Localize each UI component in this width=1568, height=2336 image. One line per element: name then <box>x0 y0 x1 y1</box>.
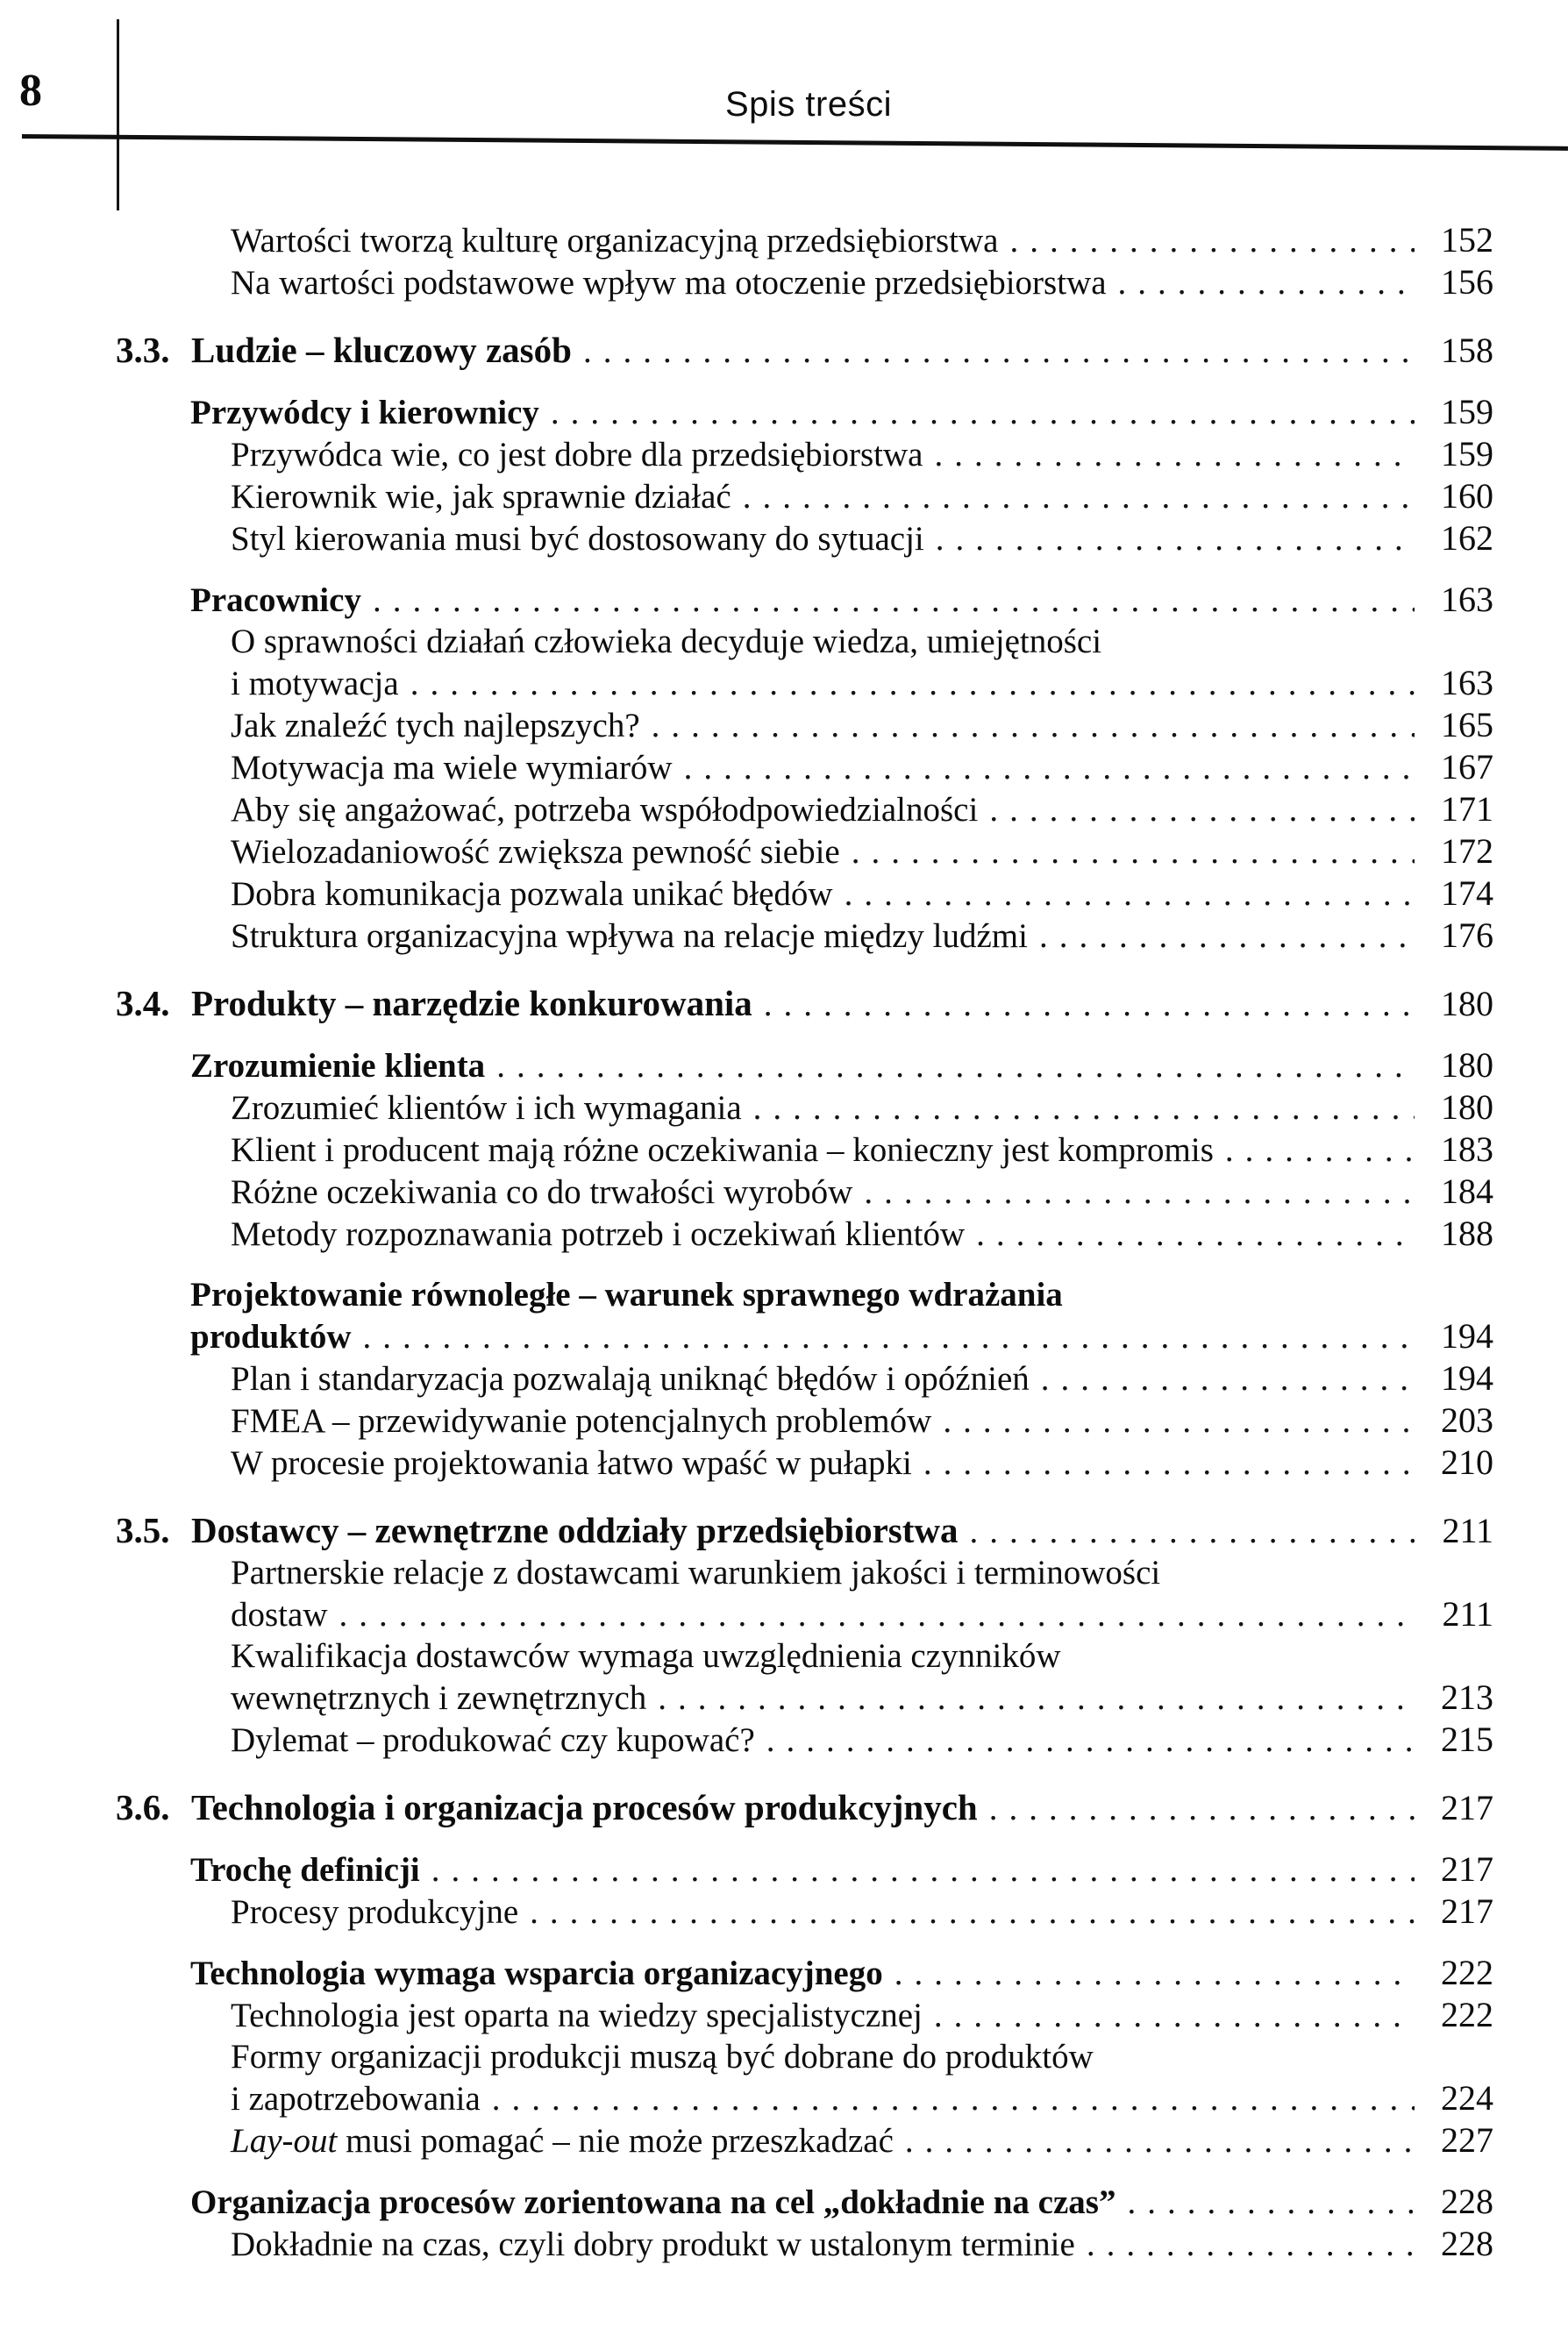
dot-leader <box>496 1045 1415 1086</box>
dot-leader <box>934 434 1415 475</box>
page-ref: 228 <box>1441 2224 1493 2263</box>
toc-entry-item <box>0 1677 1493 1719</box>
table-of-contents <box>0 219 1493 2265</box>
toc-entry-item <box>0 872 1493 915</box>
dot-leader <box>923 1442 1415 1484</box>
dot-leader <box>1009 220 1415 261</box>
entry-title: Produkty – narzędzie konkurowania <box>191 983 752 1023</box>
page-ref: 152 <box>1441 220 1493 260</box>
dot-leader <box>970 1511 1415 1552</box>
toc-entry-group <box>0 1848 1493 1891</box>
entry-title: i zapotrzebowania <box>231 2080 481 2118</box>
entry-title: Kierownik wie, jak sprawnie działać <box>231 478 731 516</box>
entry-title: Różne oczekiwania co do trwałości wyrobów <box>231 1173 853 1211</box>
dot-leader <box>753 1087 1415 1129</box>
toc-entry-item <box>0 1357 1493 1399</box>
page-ref: 174 <box>1441 873 1493 913</box>
entry-title: Dokładnie na czas, czyli dobry produkt w ustalonym terminie <box>231 2226 1075 2263</box>
entry-title: Aby się angażować, potrzeba współodpowiedzialności <box>231 791 979 829</box>
dot-leader <box>1127 2182 1415 2223</box>
page-ref: 224 <box>1441 2078 1493 2118</box>
chapter-number: 3.3. <box>116 330 170 370</box>
page-ref: 203 <box>1441 1400 1493 1440</box>
dot-leader <box>658 1677 1415 1719</box>
entry-title: Technologia wymaga wsparcia organizacyjnego <box>190 1955 883 1992</box>
entry-title: Wielozadaniowość zwiększa pewność siebie <box>231 833 840 871</box>
entry-title: Plan i standaryzacja pozwalają uniknąć błędów i opóźnień <box>231 1360 1030 1398</box>
dot-leader <box>743 476 1415 517</box>
toc-entry-item <box>0 1399 1493 1442</box>
toc-entry-item <box>0 433 1493 475</box>
page-ref: 188 <box>1441 1214 1493 1253</box>
entry-title: Technologia jest oparta na wiedzy specjalistycznej <box>231 1997 923 2034</box>
toc-entry-item <box>0 2223 1493 2265</box>
toc-entry-item <box>0 1442 1493 1484</box>
entry-title: Technologia i organizacja procesów produkcyjnych <box>191 1787 978 1827</box>
dot-leader <box>845 873 1415 915</box>
dot-leader <box>410 663 1415 704</box>
entry-title: dostaw <box>231 1596 328 1634</box>
margin-vertical-rule <box>117 19 119 210</box>
entry-title: Partnerskie relacje z dostawcami warunkiem jakości i terminowości <box>231 1554 1161 1592</box>
entry-title: Procesy produkcyjne <box>231 1893 519 1931</box>
toc-entry-chapter <box>0 1510 1493 1552</box>
entry-title: Organizacja procesów zorientowana na cel „dokładnie na czas” <box>190 2183 1116 2221</box>
entry-title: Formy organizacji produkcji muszą być dobrane do produktów <box>231 2038 1094 2076</box>
dot-leader <box>583 331 1415 372</box>
chapter-number: 3.6. <box>116 1787 170 1827</box>
dot-leader <box>764 984 1415 1025</box>
entry-title: wewnętrznych i zewnętrznych <box>231 1679 647 1717</box>
page-ref: 215 <box>1441 1720 1493 1759</box>
entry-title: Klient i producent mają różne oczekiwania – konieczny jest kompromis <box>231 1131 1214 1169</box>
toc-entry-item <box>0 517 1493 559</box>
page-ref: 228 <box>1441 2182 1493 2221</box>
page-ref: 217 <box>1441 1788 1493 1827</box>
entry-title: Zrozumieć klientów i ich wymagania <box>231 1089 742 1127</box>
page-ref: 227 <box>1441 2120 1493 2160</box>
entry-title: Dostawcy – zewnętrzne oddziały przedsiębiorstwa <box>191 1510 959 1550</box>
entry-title: Styl kierowania musi być dostosowany do sytuacji <box>231 520 924 558</box>
entry-title-italic: Lay-out <box>231 2122 338 2160</box>
page-ref: 194 <box>1441 1316 1493 1356</box>
toc-entry-group <box>0 579 1493 621</box>
page-ref: 211 <box>1442 1511 1493 1550</box>
entry-title: Wartości tworzą kulturę organizacyjną przedsiębiorstwa <box>231 222 999 260</box>
entry-title: Metody rozpoznawania potrzeb i oczekiwań klientów <box>231 1215 966 1253</box>
page-ref: 172 <box>1441 831 1493 871</box>
toc-entry-chapter <box>0 330 1493 372</box>
toc-entry-item <box>0 662 1493 704</box>
entry-title: Dylemat – produkować czy kupować? <box>231 1721 755 1759</box>
toc-entry-item <box>0 2036 1493 2077</box>
dot-leader <box>431 1849 1415 1891</box>
dot-leader <box>1118 262 1415 303</box>
page-ref: 210 <box>1441 1442 1493 1482</box>
dot-leader <box>864 1172 1415 1213</box>
entry-title: produktów <box>190 1318 352 1356</box>
toc-entry-item <box>0 1635 1493 1677</box>
entry-title: Kwalifikacja dostawców wymaga uwzględnienia czynników <box>231 1637 1061 1675</box>
page-ref: 165 <box>1441 705 1493 744</box>
toc-entry-group <box>0 1274 1493 1315</box>
page-ref: 217 <box>1441 1891 1493 1931</box>
dot-leader <box>1039 915 1415 957</box>
toc-entry-item <box>0 704 1493 746</box>
page-ref: 183 <box>1441 1129 1493 1169</box>
toc-entry-item <box>0 2077 1493 2119</box>
entry-title-rest: musi pomagać – nie może przeszkadzać <box>337 2122 894 2160</box>
page-ref: 162 <box>1441 518 1493 558</box>
toc-entry-item <box>0 1593 1493 1635</box>
dot-leader <box>989 1788 1415 1829</box>
dot-leader <box>936 518 1415 559</box>
page-ref: 158 <box>1441 331 1493 370</box>
page-ref: 171 <box>1441 789 1493 829</box>
page-ref: 211 <box>1442 1594 1493 1634</box>
entry-title: Przywódca wie, co jest dobre dla przedsiębiorstwa <box>231 436 923 474</box>
folio-page-number: 8 <box>19 66 42 116</box>
toc-entry-group <box>0 1952 1493 1994</box>
toc-entry-item <box>0 1213 1493 1255</box>
page-ref: 156 <box>1441 262 1493 302</box>
entry-title: FMEA – przewidywanie potencjalnych problemów <box>231 1402 932 1440</box>
dot-leader <box>905 2120 1415 2162</box>
page-ref: 222 <box>1441 1953 1493 1992</box>
dot-leader <box>492 2078 1415 2119</box>
dot-leader <box>339 1594 1415 1635</box>
dot-leader <box>943 1400 1415 1442</box>
toc-entry-item <box>0 1891 1493 1933</box>
dot-leader <box>652 705 1415 746</box>
page-ref: 159 <box>1441 434 1493 474</box>
dot-leader <box>551 392 1415 433</box>
toc-entry-item <box>0 2119 1493 2162</box>
page-ref: 217 <box>1441 1849 1493 1889</box>
toc-entry-item <box>0 219 1493 261</box>
toc-entry-item <box>0 915 1493 957</box>
entry-title: Przywódcy i kierownicy <box>190 394 539 431</box>
dot-leader <box>363 1316 1415 1357</box>
dot-leader <box>373 580 1415 621</box>
dot-leader <box>976 1214 1415 1255</box>
entry-title: Ludzie – kluczowy zasób <box>191 330 572 370</box>
chapter-number: 3.4. <box>116 983 170 1023</box>
dot-leader <box>989 789 1415 830</box>
toc-entry-item <box>0 261 1493 303</box>
page-ref: 163 <box>1441 663 1493 702</box>
entry-title: Trochę definicji <box>190 1851 420 1889</box>
dot-leader <box>894 1953 1415 1994</box>
page-ref: 213 <box>1441 1677 1493 1717</box>
toc-entry-item <box>0 746 1493 788</box>
entry-title: W procesie projektowania łatwo wpaść w pułapki <box>231 1444 912 1482</box>
toc-entry-item <box>0 621 1493 662</box>
entry-title: Pracownicy <box>190 581 361 619</box>
page-ref: 180 <box>1441 1087 1493 1127</box>
entry-title: Motywacja ma wiele wymiarów <box>231 749 673 787</box>
page-ref: 163 <box>1441 580 1493 619</box>
page-ref: 180 <box>1441 984 1493 1023</box>
entry-title: O sprawności działań człowieka decyduje wiedza, umiejętności <box>231 623 1102 660</box>
toc-entry-item <box>0 1129 1493 1171</box>
page-ref: 194 <box>1441 1358 1493 1398</box>
toc-entry-group <box>0 391 1493 433</box>
toc-entry-group <box>0 1044 1493 1086</box>
dot-leader <box>684 747 1415 788</box>
dot-leader <box>1087 2224 1415 2265</box>
page-ref: 159 <box>1441 392 1493 431</box>
toc-entry-item <box>0 1719 1493 1761</box>
chapter-number: 3.5. <box>116 1510 170 1550</box>
dot-leader <box>852 831 1415 872</box>
toc-entry-chapter <box>0 983 1493 1025</box>
entry-title: Projektowanie równoległe – warunek sprawnego wdrażania <box>190 1276 1063 1314</box>
entry-title: Na wartości podstawowe wpływ ma otoczenie przedsiębiorstwa <box>231 264 1107 302</box>
toc-entry-group <box>0 2181 1493 2223</box>
page-ref: 180 <box>1441 1045 1493 1085</box>
toc-entry-item <box>0 788 1493 830</box>
toc-entry-item <box>0 1994 1493 2036</box>
page-ref: 222 <box>1441 1995 1493 2034</box>
dot-leader <box>1041 1358 1415 1399</box>
toc-entry-group <box>0 1315 1493 1357</box>
page-ref: 176 <box>1441 915 1493 955</box>
dot-leader <box>1225 1129 1415 1171</box>
entry-title: Dobra komunikacja pozwala unikać błędów <box>231 875 833 913</box>
toc-entry-item <box>0 475 1493 517</box>
page-ref: 160 <box>1441 476 1493 516</box>
entry-title: Jak znaleźć tych najlepszych? <box>231 707 640 744</box>
dot-leader <box>530 1891 1415 1933</box>
toc-entry-item <box>0 1171 1493 1213</box>
toc-entry-chapter <box>0 1787 1493 1829</box>
dot-leader <box>934 1995 1415 2036</box>
entry-title <box>231 2120 894 2162</box>
running-head-title: Spis treści <box>725 85 892 124</box>
entry-title: i motywacja <box>231 665 399 702</box>
toc-entry-item <box>0 830 1493 872</box>
toc-entry-item <box>0 1552 1493 1593</box>
header-horizontal-rule <box>22 134 1568 151</box>
page-ref: 184 <box>1441 1172 1493 1211</box>
entry-title: Struktura organizacyjna wpływa na relacje między ludźmi <box>231 917 1028 955</box>
dot-leader <box>766 1720 1415 1761</box>
toc-entry-item <box>0 1086 1493 1129</box>
entry-title: Zrozumienie klienta <box>190 1047 486 1085</box>
page-ref: 167 <box>1441 747 1493 787</box>
